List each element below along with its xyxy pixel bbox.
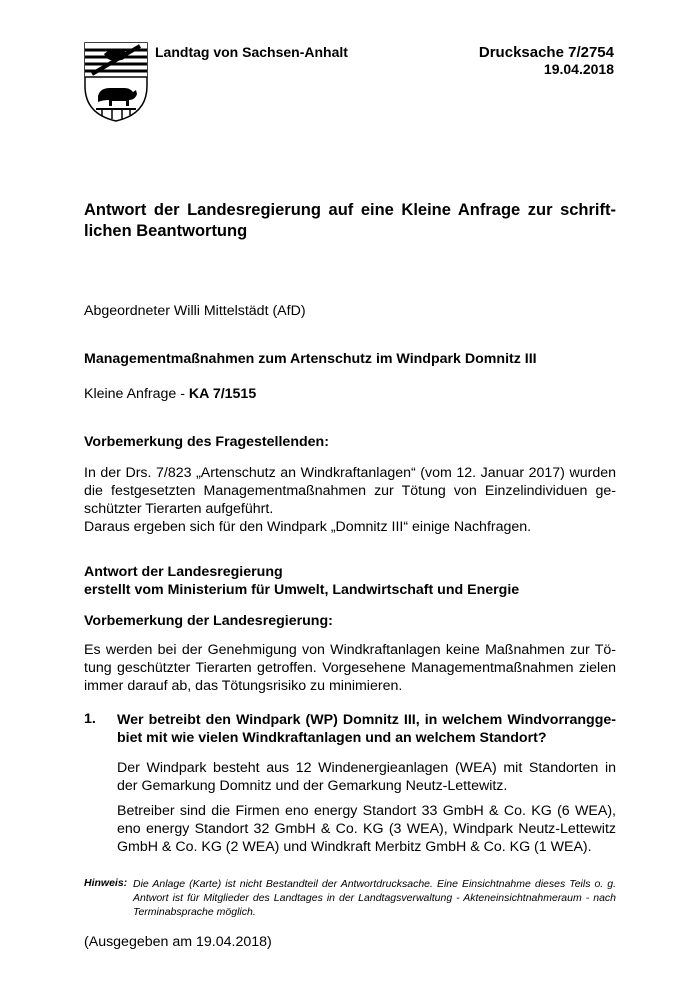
- drucksache-number: Drucksache 7/2754: [478, 44, 614, 61]
- antwort-line-2: erstellt vom Ministerium für Umwelt, Landwirtschaft und Energie: [84, 582, 520, 598]
- question-number: 1.: [84, 711, 96, 727]
- vorbemerkung-fragesteller-followup: Daraus ergeben sich für den Windpark „Domnitz III“ einige Nachfragen.: [84, 519, 532, 535]
- answer-paragraph-2: Betreiber sind die Firmen eno energy Standort 33 GmbH & Co. KG (6 WEA), eno energy Standort 32 GmbH & Co. KG (3 WEA), Windpark Neutz-Lettewitz GmbH & Co. KG (2 WEA) und Windkraft Merbitz GmbH & Co. KG (1 WEA).: [117, 803, 616, 855]
- kleine-anfrage-number: KA 7/1515: [188, 386, 257, 402]
- document-reference: [479, 44, 614, 78]
- vorbemerkung-fragesteller-paragraph: In der Drs. 7/823 „Artenschutz an Windkraftanlagen“ (vom 12. Januar 2017) wurden die festgesetzten Managementmaßnahmen zur Tötung von Einzelindividuen ge-schützter Tierarten aufgeführt.: [84, 465, 616, 517]
- vorbemerkung-fragesteller-heading: Vorbemerkung des Fragestellenden:: [84, 434, 329, 450]
- question-text: Wer betreibt den Windpark (WP) Domnitz III, in welchem Windvorrangge-biet mit wie vielen Windkraftanlagen und an welchem Standort?: [117, 712, 616, 746]
- antwort-line-1: Antwort der Landesregierung: [84, 564, 283, 580]
- abgeordneter-line: Abgeordneter Willi Mittelstädt (AfD): [84, 303, 306, 319]
- kleine-anfrage-line: [84, 385, 616, 403]
- vorbemerkung-landesregierung-text: Es werden bei der Genehmigung von Windkraftanlagen keine Maßnahmen zur Tö-tung geschützter Tierarten getroffen. Vorgesehene Managementmaßnahmen zielen immer darauf ab, das Tötungsrisiko zu minimieren.: [84, 642, 616, 694]
- page-title: Antwort der Landesregierung auf eine Kleine Anfrage zur schrift-lichen Beantwortung: [84, 201, 616, 240]
- coat-of-arms-logo: [84, 42, 148, 122]
- antwort-heading: [84, 563, 616, 599]
- hinweis-text: Die Anlage (Karte) ist nicht Bestandteil der Antwortdrucksache. Eine Einsichtnahme dieses Teils o. g. Antwort ist für Mitglieder des Landtages in der Landtagsverwaltung - Akteneinsichtnahmeraum - nach Terminabsprache möglich.: [133, 878, 616, 918]
- hinweis-label: Hinweis:: [84, 877, 128, 889]
- vorbemerkung-landesregierung-heading: Vorbemerkung der Landesregierung:: [84, 613, 333, 629]
- answer-paragraph-1: Der Windpark besteht aus 12 Windenergieanlagen (WEA) mit Standorten in der Gemarkung Domnitz und der Gemarkung Neutz-Lettewitz.: [117, 760, 616, 794]
- subject-heading: Managementmaßnahmen zum Artenschutz im Windpark Domnitz III: [84, 351, 537, 367]
- ausgegeben-line: (Ausgegeben am 19.04.2018): [84, 934, 272, 950]
- kleine-anfrage-prefix: Kleine Anfrage -: [84, 386, 189, 402]
- document-date: 19.04.2018: [543, 61, 614, 77]
- organization-name: Landtag von Sachsen-Anhalt: [155, 44, 348, 60]
- vorbemerkung-fragesteller-text: [84, 464, 616, 536]
